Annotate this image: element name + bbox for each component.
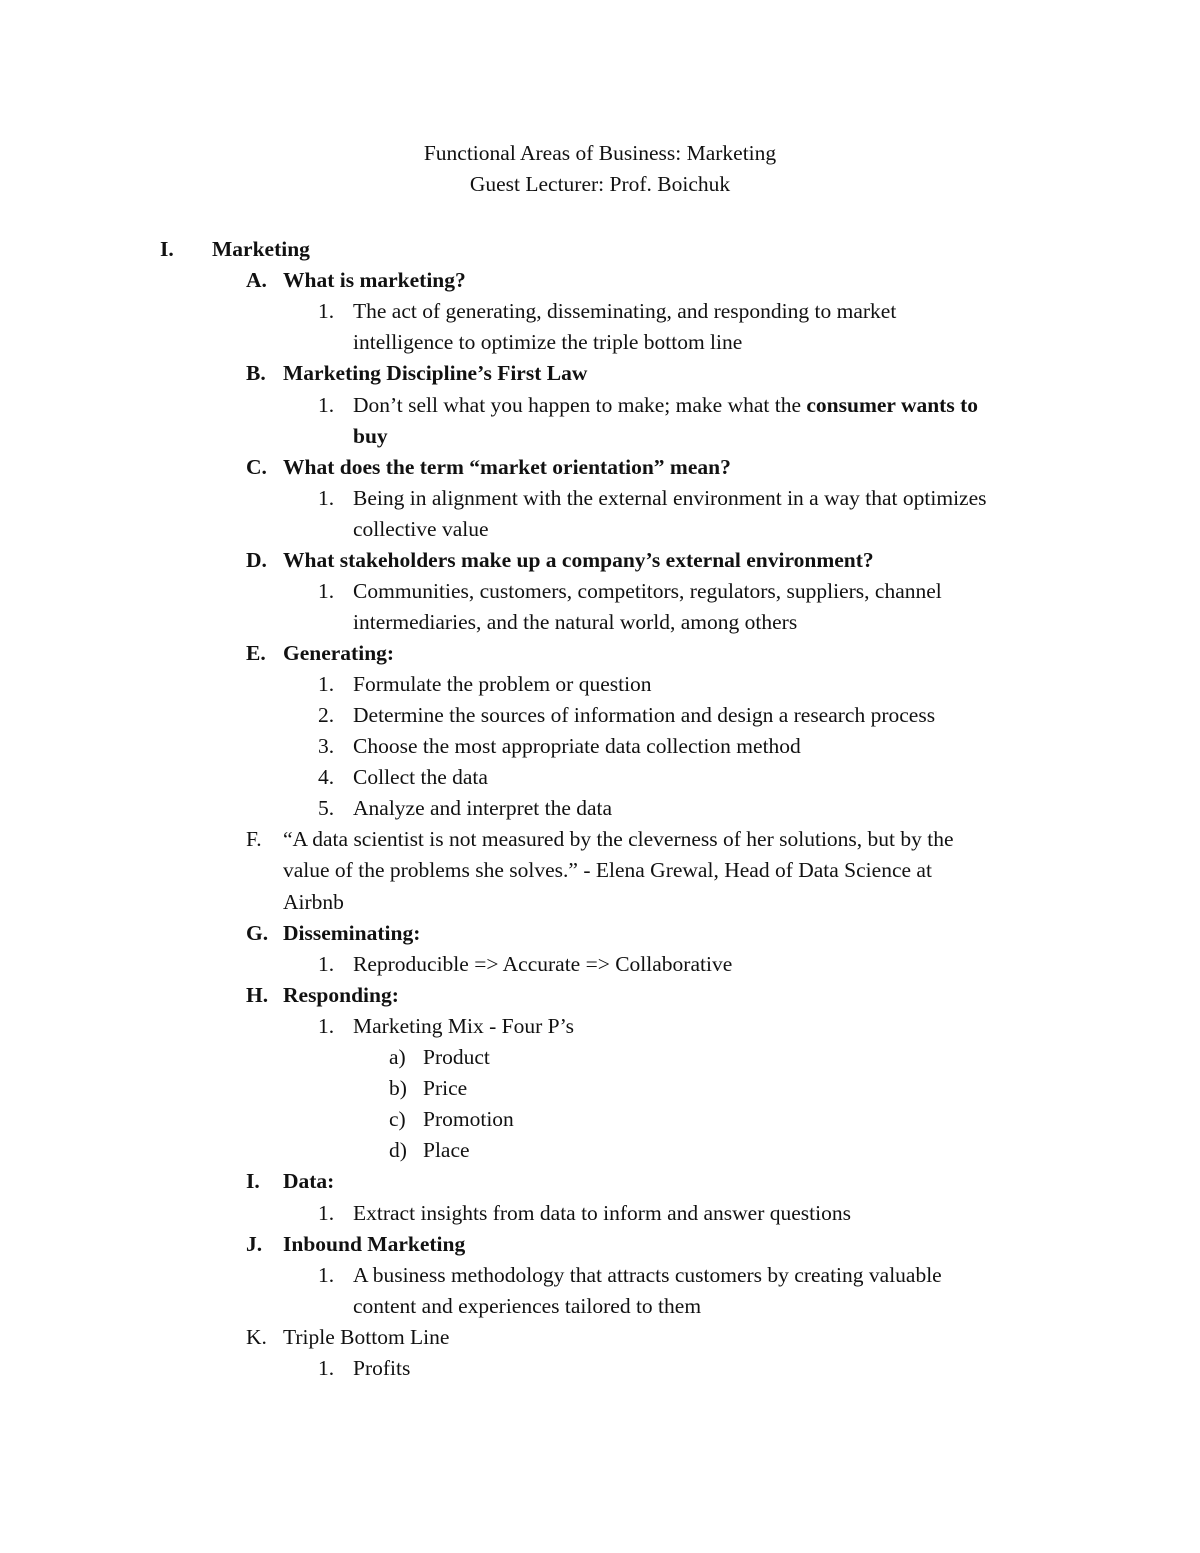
- item-k-label: K.: [246, 1325, 267, 1349]
- document-title: Functional Areas of Business: Marketing: [423, 141, 777, 165]
- item-h1-text: Marketing Mix - Four P’s: [353, 1014, 574, 1038]
- item-f-quote-cont: value of the problems she solves.” - Elena Grewal, Head of Data Science at: [283, 858, 932, 882]
- item-h1c-text: Promotion: [423, 1107, 514, 1131]
- item-c1-label: 1.: [318, 486, 335, 510]
- item-h1d-text: Place: [423, 1138, 470, 1162]
- item-h-title: Responding:: [283, 983, 399, 1007]
- item-j1-label: 1.: [318, 1263, 335, 1287]
- item-e3-label: 3.: [318, 734, 335, 758]
- item-b1-text-plain: Don’t sell what you happen to make; make what the: [353, 393, 807, 417]
- item-c-label: C.: [246, 455, 267, 479]
- item-f-quote: “A data scientist is not measured by the cleverness of her solutions, but by the: [283, 827, 954, 851]
- item-j-label: J.: [246, 1232, 263, 1256]
- item-e1-text: Formulate the problem or question: [353, 672, 652, 696]
- item-b-title: Marketing Discipline’s First Law: [283, 361, 588, 385]
- item-d1-text: Communities, customers, competitors, regulators, suppliers, channel: [353, 579, 942, 603]
- item-e1-label: 1.: [318, 672, 335, 696]
- item-h1b-label: b): [389, 1076, 407, 1100]
- item-k1-text: Profits: [353, 1356, 411, 1380]
- section-title: Marketing: [212, 237, 310, 261]
- item-g1-text: Reproducible => Accurate => Collaborative: [353, 952, 733, 976]
- item-b-label: B.: [246, 361, 266, 385]
- item-a1-text: The act of generating, disseminating, and responding to market: [353, 299, 897, 323]
- item-c1-text: Being in alignment with the external environment in a way that optimizes: [353, 486, 987, 510]
- item-f-label: F.: [246, 827, 262, 851]
- item-e2-text: Determine the sources of information and design a research process: [353, 703, 936, 727]
- item-i-title: Data:: [283, 1169, 335, 1193]
- item-h1b-text: Price: [423, 1076, 468, 1100]
- item-i1-label: 1.: [318, 1201, 335, 1225]
- item-d-title: What stakeholders make up a company’s external environment?: [283, 548, 874, 572]
- item-k-title: Triple Bottom Line: [283, 1325, 450, 1349]
- item-d-label: D.: [246, 548, 267, 572]
- item-g-label: G.: [246, 921, 269, 945]
- item-i1-text: Extract insights from data to inform and answer questions: [353, 1201, 851, 1225]
- item-e2-label: 2.: [318, 703, 335, 727]
- item-h1a-text: Product: [423, 1045, 490, 1069]
- item-d1-text-cont: intermediaries, and the natural world, among others: [353, 610, 798, 634]
- item-j1-text: A business methodology that attracts customers by creating valuable: [353, 1263, 942, 1287]
- item-c-title: What does the term “market orientation” mean?: [283, 455, 731, 479]
- item-e-label: E.: [246, 641, 266, 665]
- item-i-label: I.: [246, 1169, 260, 1193]
- item-e-title: Generating:: [283, 641, 395, 665]
- item-c1-text-cont: collective value: [353, 517, 489, 541]
- item-e4-label: 4.: [318, 765, 335, 789]
- item-h1-label: 1.: [318, 1014, 335, 1038]
- section-label: I.: [160, 237, 174, 261]
- item-a1-text-cont: intelligence to optimize the triple bottom line: [353, 330, 743, 354]
- item-e5-text: Analyze and interpret the data: [353, 796, 613, 820]
- item-h1d-label: d): [389, 1138, 407, 1162]
- item-k1-label: 1.: [318, 1356, 335, 1380]
- item-h1c-label: c): [389, 1107, 406, 1131]
- item-j-title: Inbound Marketing: [283, 1232, 466, 1256]
- item-j1-text-cont: content and experiences tailored to them: [353, 1294, 702, 1318]
- item-a-label: A.: [246, 268, 267, 292]
- item-b1-label: 1.: [318, 393, 335, 417]
- item-b1-text: [353, 390, 978, 421]
- item-e3-text: Choose the most appropriate data collection method: [353, 734, 801, 758]
- item-f-quote-end: Airbnb: [283, 890, 344, 914]
- item-a1-label: 1.: [318, 299, 335, 323]
- item-b1-text-cont: buy: [353, 424, 388, 448]
- item-g-title: Disseminating:: [283, 921, 421, 945]
- item-d1-label: 1.: [318, 579, 335, 603]
- document-subtitle: Guest Lecturer: Prof. Boichuk: [469, 172, 731, 196]
- item-g1-label: 1.: [318, 952, 335, 976]
- item-a-title: What is marketing?: [283, 268, 466, 292]
- item-e5-label: 5.: [318, 796, 335, 820]
- item-e4-text: Collect the data: [353, 765, 488, 789]
- item-h-label: H.: [246, 983, 269, 1007]
- item-b1-text-bold: consumer wants to: [806, 393, 978, 417]
- item-h1a-label: a): [389, 1045, 406, 1069]
